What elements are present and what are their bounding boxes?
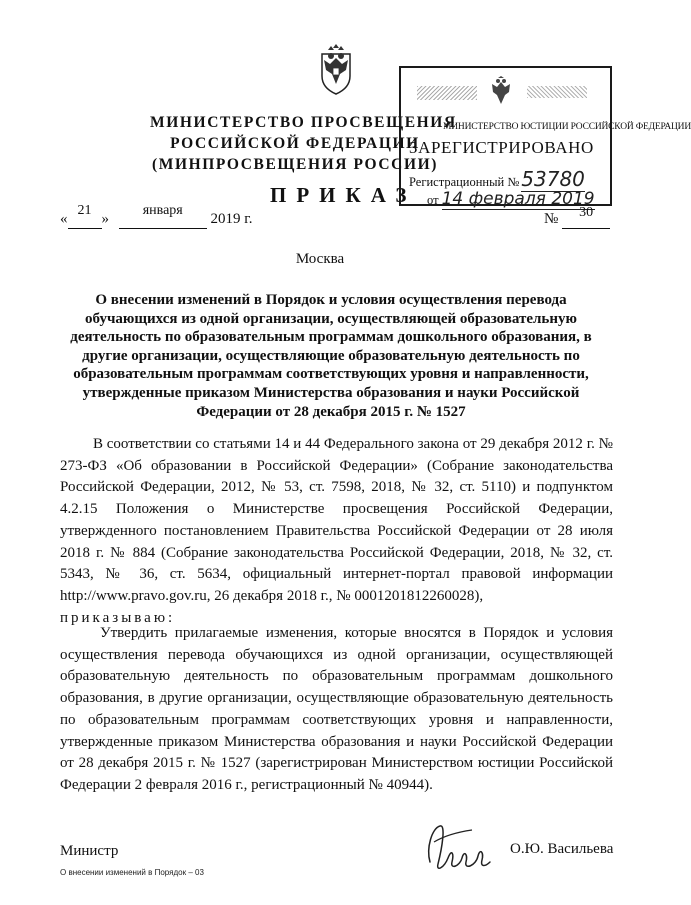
ministry-line-3: (МИНПРОСВЕЩЕНИЯ РОССИИ) <box>151 156 439 173</box>
handwritten-signature <box>424 818 492 878</box>
signatory-position: Министр <box>60 843 119 859</box>
stamp-emblem-icon <box>487 76 515 108</box>
stamp-hatching <box>527 86 587 98</box>
order-number <box>544 205 610 229</box>
stamp-date-prefix: от <box>427 193 439 207</box>
order-number-value: 30 <box>579 205 594 220</box>
order-number-label: № <box>544 211 559 227</box>
stamp-date-value: 14 февраля 2019 <box>441 189 595 209</box>
registration-stamp <box>399 66 691 209</box>
order-title: О внесении изменений в Порядок и условия осуществления перевода обучающихся из одной организации, осуществляющей образовательную деятельность по образовательным программам дошкольного образования, в другие организации, осуществляющие образовательную деятельность по образовательным программам соответствующих уровня и направленности, утвержденные приказом Министерства образования и науки Российской Федерации от 28 декабря 2015 г. № 1527 <box>70 292 592 420</box>
coat-of-arms-emblem <box>312 44 360 96</box>
ministry-line-2: РОССИЙСКОЙ ФЕДЕРАЦИИ <box>170 135 420 152</box>
stamp-registered: ЗАРЕГИСТРИРОВАНО <box>409 138 594 157</box>
document-type: ПРИКАЗ <box>270 183 417 207</box>
stamp-date-line <box>427 189 595 210</box>
order-date <box>60 203 253 229</box>
order-word: приказываю: <box>60 609 176 626</box>
stamp-ministry: МИНИСТЕРСТВО ЮСТИЦИИ РОССИЙСКОЙ ФЕДЕРАЦИИ <box>443 122 691 132</box>
city: Москва <box>295 251 345 267</box>
ministry-heading <box>150 112 457 175</box>
footer-note: О внесении изменений в Порядок – 03 <box>60 868 204 877</box>
stamp-hatching <box>417 86 477 100</box>
stamp-reg-label: Регистрационный № <box>409 175 520 189</box>
ministry-line-1: МИНИСТЕРСТВО ПРОСВЕЩЕНИЯ <box>150 114 457 131</box>
date-close-quote: » <box>101 211 109 227</box>
date-day: 21 <box>77 203 92 218</box>
preamble-text: В соответствии со статьями 14 и 44 Федерального закона от 29 декабря 2012 г. № 273-ФЗ «Об образовании в Российской Федерации» (Собрание законодательства Российской Федерации, 2012, № 53, ст. 7598, 2018, № 32, ст. 5110) и подпунктом 4.2.15 Положения о Министерстве просвещения Российской Федерации, утвержденного постановлением Правительства Российской Федерации от 28 июля 2018 г. № 884 (Собрание законодательства Российской Федерации, 2018, № 32, ст. 5343, № 36, ст. 5634, официальный интернет-портал правовой информации http://www.pravo.gov.ru, 26 декабря 2018 г., № 0001201812260028), <box>60 436 613 604</box>
date-open-quote: « <box>60 211 68 227</box>
signatory-name: О.Ю. Васильева <box>510 841 614 857</box>
date-month: января <box>142 203 183 218</box>
order-paragraph: Утвердить прилагаемые изменения, которые вносятся в Порядок и условия осуществления перевода обучающихся из одной организации, осуществляющей образовательную деятельность по образовательным программам дошкольного образования, в другие организации, осуществляющие образовательную деятельность по образовательным программам соответствующих уровня и направленности, утвержденные приказом Министерства образования и науки Российской Федерации от 28 декабря 2015 г. № 1527 (зарегистрирован Министерством юстиции Российской Федерации 2 февраля 2016 г., регистрационный № 40944). <box>60 625 613 793</box>
stamp-reg-number: 53780 <box>521 167 585 191</box>
date-year: 2019 г. <box>210 211 253 227</box>
preamble-paragraph <box>60 434 613 629</box>
